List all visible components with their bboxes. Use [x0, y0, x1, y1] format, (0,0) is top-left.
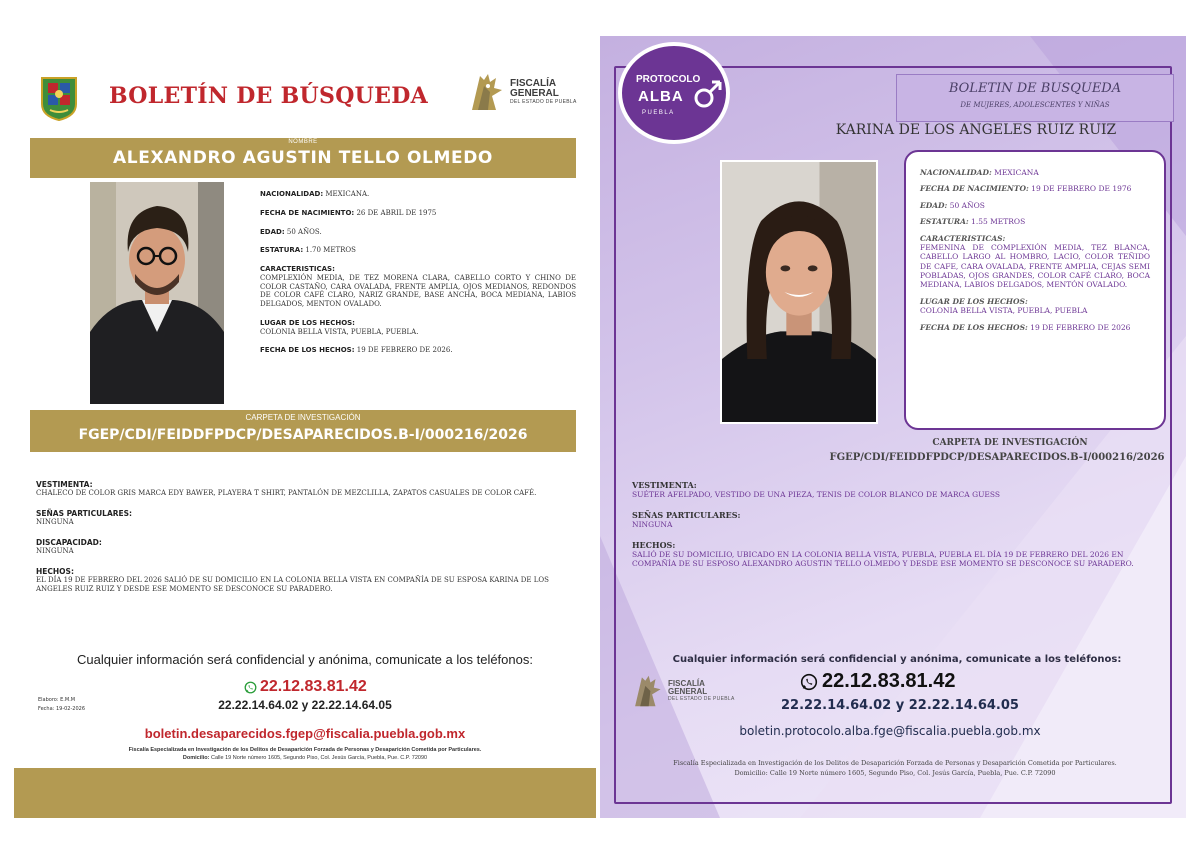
marks-value: NINGUNA [632, 519, 673, 529]
age-value: 50 AÑOS. [286, 227, 322, 236]
nationality-label: NACIONALIDAD: [260, 190, 324, 198]
alba-protocol-bulletin [600, 36, 1186, 818]
contact-text: Cualquier información será confidencial y anónima, comunicate a los teléfonos: [77, 652, 533, 667]
whatsapp-phone[interactable] [244, 678, 367, 696]
event-date-value: 19 DE FEBRERO DE 2026. [356, 346, 453, 355]
contact-email[interactable]: boletin.protocolo.alba.fge@fiscalia.puebla.gob.mx [739, 724, 1041, 738]
fiscalia-logo-line1: FISCALÍA [510, 77, 557, 89]
place-label: LUGAR DE LOS HECHOS: [260, 318, 355, 327]
facts-label: HECHOS: [36, 567, 74, 577]
whatsapp-icon [244, 681, 257, 694]
age-label: EDAD: [920, 200, 948, 210]
fiscalia-logo-line3: DEL ESTADO DE PUEBLA [668, 695, 735, 702]
name-band [30, 138, 576, 178]
height-label: ESTATURA: [260, 246, 304, 255]
birth-date-value: 26 DE ABRIL DE 1975 [356, 208, 437, 217]
personal-data [260, 190, 576, 365]
fiscalia-logo [630, 672, 735, 710]
bottom-bar [14, 768, 596, 818]
birth-date-label: FECHA DE NACIMIENTO: [920, 184, 1029, 194]
footer-address: Calle 19 Norte número 1605, Segundo Piso, Col. Jesús García, Puebla, Pue. C.P. 72090 [211, 755, 428, 762]
investigation-file-label: CARPETA DE INVESTIGACIÓN [245, 413, 361, 422]
contact-email[interactable]: boletin.desaparecidos.fgep@fiscalia.puebla.gob.mx [144, 726, 466, 741]
birth-date-value: 19 DE FEBRERO DE 1976 [1031, 184, 1132, 194]
missing-person-name: KARINA DE LOS ANGELES RUIZ RUIZ [835, 122, 1117, 138]
prepared-by-value: E.M.M [60, 697, 76, 703]
facts-label: HECHOS: [632, 539, 676, 550]
missing-person-name: ALEXANDRO AGUSTIN TELLO OLMEDO [113, 148, 493, 168]
footer [640, 758, 1150, 778]
fiscalia-logo [466, 70, 577, 114]
marks-label: SEÑAS PARTICULARES: [632, 509, 741, 520]
fiscalia-logo-line1: FISCALÍA [668, 678, 705, 688]
whatsapp-phone-number: 22.12.83.81.42 [822, 670, 956, 692]
bulletin-title-box [896, 74, 1174, 122]
investigation-file-number: FGEP/CDI/FEIDDFPDCP/DESAPARECIDOS.B-I/000216/2026 [829, 452, 1165, 463]
fiscalia-logo-line2: GENERAL [668, 687, 708, 697]
footer-agency: Fiscalía Especializada en Investigación de los Delitos de Desaparición Forzada de Personas y Desaparición Cometida por Particulares. [673, 759, 1117, 767]
bulletin-title: BOLETÍN DE BÚSQUEDA [109, 83, 428, 109]
age-value: 50 AÑOS [949, 200, 985, 210]
eagle-head-icon [630, 672, 664, 710]
place-value: COLONIA BELLA VISTA, PUEBLA, PUEBLA. [260, 327, 419, 336]
investigation-file-number: FGEP/CDI/FEIDDFPDCP/DESAPARECIDOS.B-I/000216/2026 [78, 427, 528, 443]
footer-agency: Fiscalía Especializada en Investigación de los Delitos de Desaparición Forzada de Personas y Desaparición Cometida por Particulares. [128, 747, 482, 753]
age-label: EDAD: [260, 227, 285, 236]
clothing-value: CHALECO DE COLOR GRIS MARCA EDY BAWER, PLAYERA T SHIRT, PANTALÓN DE MEZCLILLA, ZAPATOS CASUALES DE COLOR CAFÉ. [36, 489, 537, 497]
case-details [632, 480, 1166, 579]
date-value: 19-02-2026 [55, 705, 86, 712]
disability-label: DISCAPACIDAD: [36, 538, 102, 548]
name-label: NOMBRE [288, 139, 318, 145]
features-value: FEMENINA DE COMPLEXIÓN MEDIA, TEZ BLANCA, CABELLO LARGO AL HOMBRO, LACIO, COLOR TEÑIDO DE CAFE, CARA OVALADA, FRENTE AMPLIA, CEJAS SEMI POBLADAS, OJOS GRANDES, COLOR CAFÉ CLARO, BOCA MEDIANA, LABIOS DELGADOS, MENTÓN OVALADO. [920, 242, 1150, 290]
contact-text: Cualquier información será confidencial y anónima, comunicate a los teléfonos: [672, 654, 1122, 665]
personal-data [904, 150, 1166, 430]
alba-logo-line2: ALBA [638, 88, 684, 105]
features-label: CARACTERISTICAS: [260, 265, 335, 273]
alba-logo-line1: PROTOCOLO [636, 74, 701, 85]
nationality-value: MEXICANA [994, 168, 1039, 177]
missing-man-bulletin [14, 40, 596, 818]
clothing-value: SUÉTER AFELPADO, VESTIDO DE UNA PIEZA, TENIS DE COLOR BLANCO DE MARCA GUESS [632, 490, 1001, 499]
phone-numbers[interactable]: 22.22.14.64.02 y 22.22.14.64.05 [781, 698, 1019, 713]
birth-date-label: FECHA DE NACIMIENTO: [260, 208, 355, 217]
prepared-by-label: Elaboro: [38, 697, 59, 703]
whatsapp-icon [800, 673, 818, 691]
footer [44, 746, 566, 763]
place-label: LUGAR DE LOS HECHOS: [920, 296, 1028, 306]
nationality-label: NACIONALIDAD: [920, 168, 992, 177]
puebla-coat-of-arms-icon [40, 74, 78, 122]
fiscalia-logo-line3: DEL ESTADO DE PUEBLA [510, 98, 577, 105]
event-date-label: FECHA DE LOS HECHOS: [260, 346, 355, 355]
investigation-file-label: CARPETA DE INVESTIGACIÓN [932, 438, 1088, 448]
phone-numbers[interactable]: 22.22.14.64.02 y 22.22.14.64.05 [218, 698, 392, 712]
case-details [36, 480, 576, 605]
date-label: Fecha: [38, 705, 55, 712]
clothing-label: VESTIMENTA: [36, 480, 93, 489]
eagle-head-icon [466, 70, 506, 114]
height-value: 1.55 METROS [971, 217, 1026, 227]
facts-value: SALIÓ DE SU DOMICILIO, UBICADO EN LA COLONIA BELLA VISTA, PUEBLA, PUEBLA EL DÍA 19 DE FEBRERO DEL 2026 EN COMPAÑÍA DE SU ESPOSO ALEXANDRO AGUSTIN TELLO OLMEDO Y DESDE ESE MOMENTO SE DESCONOCE SU PARADERO. [632, 549, 1134, 569]
footer-address: Domicilio: Calle 19 Norte número 1605, Segundo Piso, Col. Jesús García, Puebla, Pue. C.P. 72090 [734, 769, 1056, 778]
protocolo-alba-logo [618, 42, 730, 144]
event-date-value: 19 DE FEBRERO DE 2026 [1030, 322, 1131, 332]
investigation-file-band [30, 410, 576, 452]
nationality-value: MEXICANA. [325, 190, 370, 198]
female-symbol-icon [690, 78, 724, 114]
missing-person-photo [720, 160, 878, 424]
alba-logo-line3: PUEBLA [642, 110, 675, 116]
fiscalia-logo-line2: GENERAL [510, 88, 559, 100]
place-value: COLONIA BELLA VISTA, PUEBLA, PUEBLA [920, 306, 1088, 316]
whatsapp-phone-number: 22.12.83.81.42 [260, 678, 367, 695]
marks-value: NINGUNA [36, 518, 74, 527]
features-value: COMPLEXIÓN MEDIA, DE TEZ MORENA CLARA, CABELLO CORTO Y CHINO DE COLOR CASTAÑO, CARA OVALADA, FRENTE AMPLIA, OJOS MEDIANOS, REDONDOS DE COLOR CAFÉ CLARO, NARIZ GRANDE, BASE ANCHA, BOCA MEDIANA, LABIOS DELGADOS, MENTON OVALADO. [260, 273, 576, 308]
facts-value: EL DÍA 19 DE FEBRERO DEL 2026 SALIÓ DE SU DOMICILIO EN LA COLONIA BELLA VISTA EN COMPAÑÍA DE SU ESPOSA KARINA DE LOS ANGELES RUIZ RUIZ Y DESDE ESE MOMENTO SE DESCONOCE SU PARADERO. [36, 576, 549, 594]
height-value: 1.70 METROS [305, 246, 356, 255]
bulletin-title: BOLETIN DE BUSQUEDA [948, 81, 1122, 96]
prepared-by [38, 696, 85, 713]
disability-value: NINGUNA [36, 547, 74, 556]
marks-label: SEÑAS PARTICULARES: [36, 509, 133, 519]
whatsapp-phone[interactable] [800, 670, 955, 693]
footer-address-label: Domicilio: [182, 755, 210, 762]
event-date-label: FECHA DE LOS HECHOS: [920, 322, 1028, 332]
bulletin-subtitle: DE MUJERES, ADOLESCENTES Y NIÑAS [960, 101, 1110, 109]
clothing-label: VESTIMENTA: [632, 480, 697, 490]
height-label: ESTATURA: [920, 217, 969, 227]
features-label: CARACTERISTICAS: [920, 233, 1006, 243]
missing-person-photo [90, 182, 224, 404]
